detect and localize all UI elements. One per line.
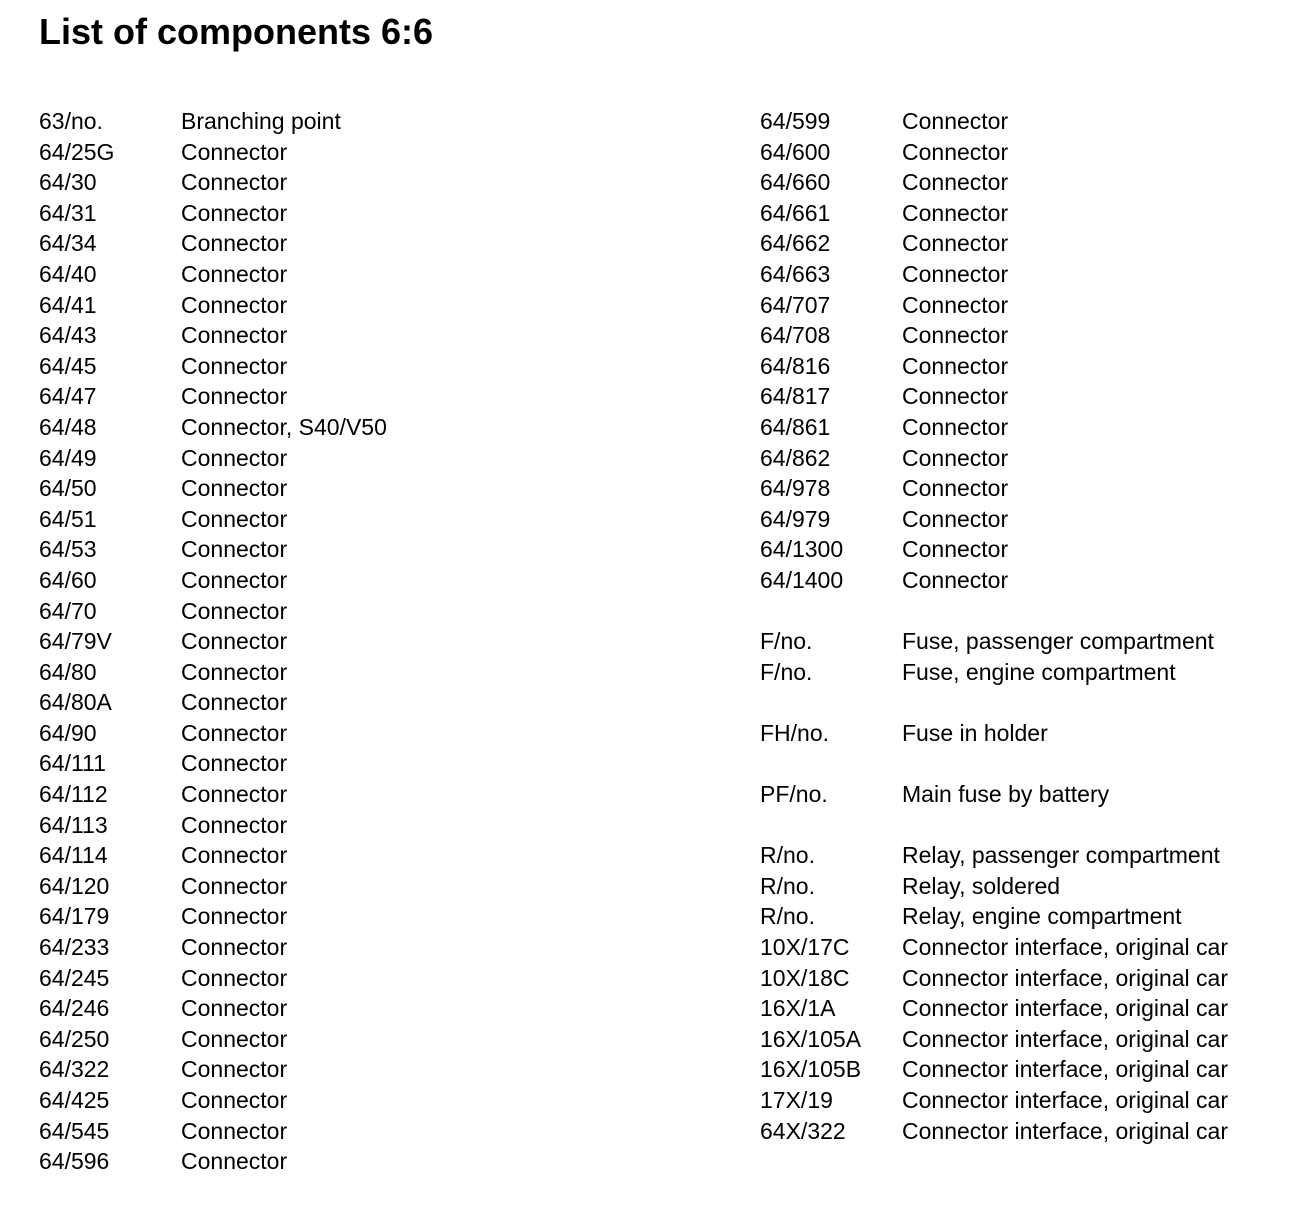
component-description: Connector [181,903,288,930]
component-description: Connector [181,872,288,899]
component-code: 16X/1A [760,995,836,1022]
component-code: 10X/17C [760,934,850,961]
component-code: 64/861 [760,413,831,440]
component-code: 64/80 [39,658,97,685]
component-code: 64/51 [39,505,97,532]
component-code: 64/1400 [760,566,844,593]
component-code: 64/114 [39,842,108,869]
component-code: 64/599 [760,108,831,134]
component-description: Relay, passenger compartment [902,842,1220,869]
component-description: Fuse in holder [902,719,1048,746]
component-description: Connector [181,1148,288,1175]
component-description: Connector [181,597,288,624]
component-description: Connector interface, original car [902,934,1228,961]
component-code: 64/49 [39,444,97,471]
component-description: Connector [181,1025,288,1052]
component-code: 64/90 [39,719,97,746]
component-description: Connector [181,199,288,226]
component-description: Connector interface, original car [902,1025,1228,1052]
component-code: 64/111 [39,750,106,777]
component-code: F/no. [760,658,813,685]
component-code: 64/40 [39,260,97,287]
component-code: 64/250 [39,1025,110,1052]
component-code: 64/113 [39,811,108,838]
component-code: 64/600 [760,138,831,165]
component-description: Branching point [181,108,341,134]
component-description: Connector [181,566,288,593]
component-description: Connector [181,505,288,532]
component-description: Connector [902,536,1009,563]
component-description: Connector [902,260,1009,287]
component-description: Connector [181,964,288,991]
component-code: 64/661 [760,199,831,226]
component-description: Connector [181,230,288,257]
component-description: Connector [902,383,1009,410]
component-code: 16X/105A [760,1025,862,1052]
component-description: Connector [181,1117,288,1144]
component-description: Connector [181,138,288,165]
component-description: Connector [181,536,288,563]
component-description: Connector [902,199,1009,226]
component-description: Connector [181,689,288,716]
component-description: Connector [902,444,1009,471]
component-description: Connector interface, original car [902,1117,1228,1144]
component-code: 64/34 [39,230,97,257]
component-code: 17X/19 [760,1087,833,1113]
component-code: 64/47 [39,383,97,410]
component-description: Connector interface, original car [902,964,1228,991]
component-code: 64/425 [39,1087,110,1113]
component-code: 64/45 [39,352,97,379]
component-code: 64/30 [39,169,97,196]
component-description: Connector [181,628,288,655]
component-code: 64/545 [39,1117,110,1144]
component-description: Connector [181,352,288,379]
component-description: Connector [902,475,1009,502]
component-description: Connector [181,719,288,746]
component-code: 64/31 [39,199,97,226]
component-description: Connector [181,322,288,349]
component-description: Connector [902,169,1009,196]
component-description: Connector [181,444,288,471]
component-code: 64/70 [39,597,97,624]
component-description: Fuse, passenger compartment [902,628,1214,655]
component-code: 16X/105B [760,1056,862,1083]
component-description: Connector [181,169,288,196]
component-code: 64/53 [39,536,97,563]
component-description: Connector [181,811,288,838]
component-description: Main fuse by battery [902,781,1110,808]
component-description: Connector [181,750,288,777]
component-code: 63/no. [39,108,103,134]
component-code: 64/660 [760,169,831,196]
component-code: 64/816 [760,352,831,379]
component-code: 64/80A [39,689,112,716]
component-code: 64/25G [39,138,115,165]
component-code: 64/322 [39,1056,110,1083]
component-description: Connector [902,230,1009,257]
component-description: Connector [181,475,288,502]
component-code: 64/707 [760,291,831,318]
component-code: 64/663 [760,260,831,287]
component-description: Connector [902,138,1009,165]
component-description: Connector [181,995,288,1022]
component-code: 64/245 [39,964,110,991]
component-description: Connector interface, original car [902,1087,1228,1113]
component-description: Relay, engine compartment [902,903,1182,930]
component-code: 64/979 [760,505,831,532]
component-code: PF/no. [760,781,828,808]
component-code: 64/708 [760,322,831,349]
component-description: Relay, soldered [902,872,1061,899]
component-description: Connector [902,352,1009,379]
component-code: 64/48 [39,413,97,440]
component-code: 64/596 [39,1148,110,1175]
component-code: FH/no. [760,719,830,746]
component-description: Connector [181,842,288,869]
component-code: 64/60 [39,566,97,593]
component-code: 64/1300 [760,536,844,563]
component-code: 64/662 [760,230,831,257]
component-code: 64/817 [760,383,831,410]
component-description: Connector [902,413,1009,440]
component-description: Connector, S40/V50 [181,413,387,440]
component-description: Connector [181,260,288,287]
component-description: Connector [902,505,1009,532]
component-description: Connector [181,658,288,685]
component-code: 64X/322 [760,1117,846,1144]
page-title: List of components 6:6 [39,11,434,52]
component-code: 64/246 [39,995,110,1022]
component-description: Connector [902,108,1009,134]
component-code: 10X/18C [760,964,850,991]
component-code: 64/79V [39,628,112,655]
component-description: Connector [902,322,1009,349]
component-description: Connector [181,934,288,961]
component-description: Connector [181,383,288,410]
component-code: 64/112 [39,781,108,808]
component-code: F/no. [760,628,813,655]
component-code: 64/862 [760,444,831,471]
component-description: Connector [181,781,288,808]
component-description: Connector [902,291,1009,318]
component-description: Connector interface, original car [902,995,1228,1022]
component-code: 64/179 [39,903,110,930]
component-code: R/no. [760,872,815,899]
component-description: Connector [181,291,288,318]
component-description: Connector [902,566,1009,593]
component-code: 64/978 [760,475,831,502]
component-description: Connector interface, original car [902,1056,1228,1083]
component-code: 64/41 [39,291,97,318]
component-description: Connector [181,1087,288,1113]
component-code: 64/43 [39,322,97,349]
component-code: R/no. [760,903,815,930]
component-description: Connector [181,1056,288,1083]
component-code: 64/233 [39,934,110,961]
component-code: 64/50 [39,475,97,502]
component-code: 64/120 [39,872,110,899]
component-description: Fuse, engine compartment [902,658,1176,685]
component-code: R/no. [760,842,815,869]
